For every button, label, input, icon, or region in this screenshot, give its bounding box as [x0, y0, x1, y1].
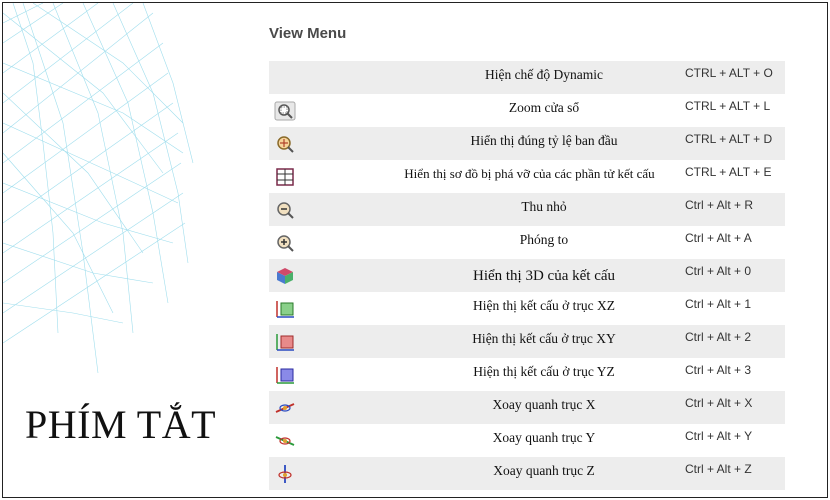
view-3d-icon — [274, 266, 296, 286]
view-yz-icon — [274, 365, 296, 385]
row-label: Hiện thị kết cấu ở trục XZ — [472, 298, 616, 313]
zoom-in-icon — [274, 233, 296, 253]
exploded-view-icon — [274, 167, 296, 187]
rotate-z-icon — [274, 464, 296, 484]
row-label: Xoay quanh trục X — [492, 397, 596, 412]
row-shortcut: Ctrl + Alt + R — [685, 198, 754, 212]
row-shortcut: Ctrl + Alt + X — [685, 396, 753, 410]
wireframe-mesh-decoration — [3, 3, 253, 373]
table-row — [269, 259, 785, 292]
rotate-x-icon — [274, 398, 296, 418]
table-row — [269, 160, 785, 193]
view-xy-icon — [274, 332, 296, 352]
row-shortcut: Ctrl + Alt + 2 — [685, 330, 752, 344]
table-row — [269, 94, 785, 127]
row-label: Hiển thị đúng tỷ lệ ban đầu — [470, 133, 618, 148]
row-label: Xoay quanh trục Y — [492, 430, 596, 445]
zoom-window-icon — [274, 101, 296, 121]
slide-title: PHÍM TẮT — [25, 402, 217, 447]
row-shortcut: CTRL + ALT + E — [685, 165, 772, 179]
row-label: Hiển thị 3D của kết cấu — [472, 268, 616, 284]
row-label: Thu nhỏ — [521, 199, 567, 214]
row-shortcut: Ctrl + Alt + Z — [685, 462, 752, 476]
table-row — [269, 391, 785, 424]
row-label: Hiện thị kết cấu ở trục YZ — [473, 364, 615, 379]
row-shortcut: CTRL + ALT + O — [685, 66, 773, 80]
row-label: Xoay quanh trục Z — [493, 463, 595, 478]
row-label: Hiện chế độ Dynamic — [484, 67, 604, 82]
row-label: Phóng to — [519, 232, 569, 247]
row-shortcut: Ctrl + Alt + Y — [685, 429, 753, 443]
table-row — [269, 127, 785, 160]
row-shortcut: CTRL + ALT + L — [685, 99, 771, 113]
row-label: Zoom cửa sổ — [508, 100, 580, 115]
zoom-out-icon — [274, 200, 296, 220]
row-label: Hiện thị kết cấu ở trục XY — [472, 331, 616, 346]
row-shortcut: Ctrl + Alt + 0 — [685, 264, 752, 278]
table-row — [269, 61, 785, 94]
row-shortcut: CTRL + ALT + D — [685, 132, 773, 146]
zoom-original-icon — [274, 134, 296, 154]
view-menu-title: View Menu — [269, 25, 347, 42]
rotate-y-icon — [274, 431, 296, 451]
view-xz-icon — [274, 299, 296, 319]
row-shortcut: Ctrl + Alt + A — [685, 231, 752, 245]
table-row — [269, 193, 785, 226]
table-row — [269, 226, 785, 259]
row-label: Hiển thị sơ đồ bị phá vỡ của các phần tử kết cấu — [404, 166, 655, 181]
row-shortcut: Ctrl + Alt + 1 — [685, 297, 752, 311]
table-row — [269, 358, 785, 391]
table-row — [269, 424, 785, 457]
table-row — [269, 325, 785, 358]
row-shortcut: Ctrl + Alt + 3 — [685, 363, 752, 377]
slide — [2, 2, 828, 498]
table-row — [269, 457, 785, 490]
shortcut-table — [269, 61, 785, 490]
table-row — [269, 292, 785, 325]
